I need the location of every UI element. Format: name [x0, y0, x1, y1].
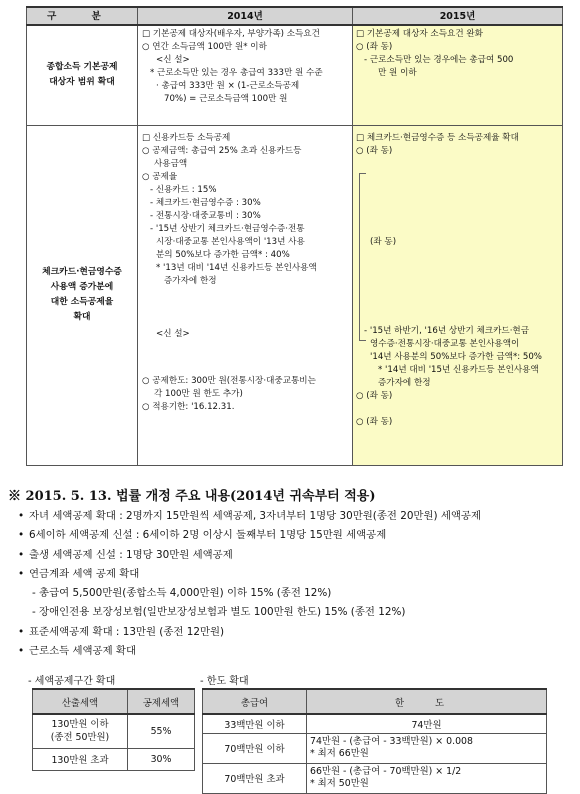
limit-table-subtitle: - 한도 확대 [200, 676, 249, 687]
row2-category: 체크카드·현금영수증 사용액 증가분에 대한 소득공제율 확대 [27, 125, 138, 465]
header-limit: 한 도 [307, 689, 547, 714]
row1-category: 종합소득 기본공제 대상자 범위 확대 [27, 25, 138, 125]
row1-2015-cell: □ 기본공제 대상자 소득요건 완화 ○ (좌 동) - 근로소득만 있는 경우에는 총급여 500 만 원 이하 [353, 25, 563, 125]
list-subitem: - 장애인전용 보장성보험(일반보장성보험과 별도 100만원 한도) 15% (종전 12%) [32, 606, 406, 619]
row2-2015-cell: □ 체크카드·현금영수증 등 소득공제율 확대 ○ (좌 동) (좌 동) - '15년 하반기, '16년 상반기 체크카드·현금 영수증·전통시장·대중교통 본인사용액이 '14년 사용분의 50%보다 증가한 금액*: 50% * '14년 대비 '15년 신용카드등 본인사용액 증가자에 한정 ○ (좌 동) ○ (좌 동) [353, 125, 563, 465]
comparison-table [26, 6, 563, 466]
list-item: • 연금계좌 세액 공제 확대 [18, 565, 481, 584]
table-row [203, 714, 547, 733]
range-cell: 130만원 초과 [33, 748, 128, 770]
salary-cell: 33백만원 이하 [203, 714, 307, 733]
list-item: • 근로소득 세액공제 확대 [18, 642, 481, 661]
limit-cell: 66만원 - (총급여 - 70백만원) × 1/2 * 최저 50만원 [307, 763, 547, 793]
header-2014: 2014년 [138, 7, 353, 25]
section-table-subtitle: - 세액공제구간 확대 [28, 676, 116, 687]
table-row [33, 714, 195, 748]
table-row [33, 748, 195, 770]
list-item: • 표준세액공제 확대 : 13만원 (종전 12만원) [18, 623, 481, 642]
table-row [27, 25, 563, 125]
rate-cell: 30% [128, 748, 195, 770]
salary-cell: 70백만원 이하 [203, 733, 307, 763]
header-computed-tax: 산출세액 [33, 689, 128, 714]
limit-table [202, 688, 547, 794]
header-category: 구 분 [27, 7, 138, 25]
tax-credit-range-table [32, 688, 195, 771]
salary-cell: 70백만원 초과 [203, 763, 307, 793]
law-amendment-title: ※ 2015. 5. 13. 법률 개정 주요 내용(2014년 귀속부터 적용) [8, 489, 376, 504]
row1-2014-cell: □ 기본공제 대상자(배우자, 부양가족) 소득요건 ○ 연간 소득금액 100만 원* 이하 <신 설> * 근로소득만 있는 경우 총급여 333만 원 수준 · 총급여 333만 원 × (1-근로소득공제 70%) = 근로소득금액 100만 원 [138, 25, 353, 125]
list-item: • 6세이하 세액공제 신설 : 6세이하 2명 이상시 둘째부터 1명당 15만원 세액공제 [18, 526, 481, 545]
limit-cell: 74만원 [307, 714, 547, 733]
list-item: • 자녀 세액공제 확대 : 2명까지 15만원씩 세액공제, 3자녀부터 1명당 30만원(종전 20만원) 세액공제 [18, 507, 481, 526]
bracket-line [359, 173, 366, 341]
table-row [203, 733, 547, 763]
list-item: • 출생 세액공제 신설 : 1명당 30만원 세액공제 [18, 546, 481, 565]
amendment-list [18, 507, 481, 661]
row2-2014-cell: □ 신용카드등 소득공제 ○ 공제금액: 총급여 25% 초과 신용카드등 사용금액 ○ 공제율 - 신용카드 : 15% - 체크카드·현금영수증 : 30% - 전통시장·대중교통비 : 30% - '15년 상반기 체크카드·현금영수증·전통 시장·대중교통 본인사용액이 '13년 사용 분의 50%보다 증가한 금액* : 40% * '13년 대비 '14년 신용카드등 본인사용액 증가자에 한정 <신 설> ○ 공제한도: 300만 원(전통시장·대중교통비는 각 100만 원 한도 추가) ○ 적용기한: '16.12.31. [138, 125, 353, 465]
range-cell: 130만원 이하 (종전 50만원) [33, 714, 128, 748]
table-header-row [27, 7, 563, 25]
list-subitem: - 총급여 5,500만원(종합소득 4,000만원) 이하 15% (종전 12%) [32, 587, 332, 600]
header-credit: 공제세액 [128, 689, 195, 714]
table-row [203, 763, 547, 793]
header-2015: 2015년 [353, 7, 563, 25]
table-row [27, 125, 563, 465]
rate-cell: 55% [128, 714, 195, 748]
limit-cell: 74만원 - (총급여 - 33백만원) × 0.008 * 최저 66만원 [307, 733, 547, 763]
header-total-salary: 총급여 [203, 689, 307, 714]
